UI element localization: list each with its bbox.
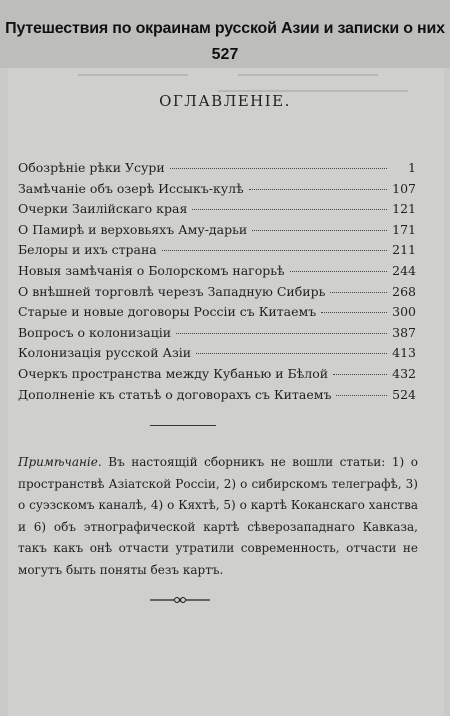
toc-entry xyxy=(18,284,416,305)
toc-entry xyxy=(18,201,416,222)
page-number: 527 xyxy=(211,46,239,63)
toc-dot-leader xyxy=(170,168,387,169)
toc-entry xyxy=(18,181,416,202)
toc-entry-page: 1 xyxy=(408,160,416,175)
footnote-label: Примѣчаніе. xyxy=(18,455,102,469)
toc-entry xyxy=(18,387,416,408)
toc-entry-title: Старые и новые договоры Россіи съ Китаемъ xyxy=(18,304,317,320)
toc-entry-title: Белоры и ихъ страна xyxy=(18,242,157,258)
toc-heading: ОГЛАВЛЕНІЕ. xyxy=(159,92,291,110)
footnote-text: Въ настоящій сборникъ не вошли статьи: 1) о пространствѣ Азіатской Россіи, 2) о сибирскомъ телеграфѣ, 3) о суэзскомъ каналѣ, 4) о Кяхтѣ, 5) о картѣ Коканскаго ханства и 6) объ этнографической картѣ сѣверозападнаго Кавказа, такъ какъ онѣ отчасти утратили современность, отчасти не могутъ быть поняты безъ картъ. xyxy=(18,455,418,577)
header-bar xyxy=(0,0,450,68)
toc-dot-leader xyxy=(252,230,387,231)
toc-dot-leader xyxy=(162,250,387,251)
toc-entry-title: Очеркъ пространства между Кубанью и Бѣлой xyxy=(18,365,329,381)
toc-entry-title: Колонизація русской Азіи xyxy=(18,345,192,361)
toc-entry-page: 432 xyxy=(392,365,416,381)
toc-entry xyxy=(18,325,416,346)
toc-entry xyxy=(18,263,416,284)
toc-dot-leader xyxy=(176,333,387,334)
toc-dot-leader xyxy=(321,312,387,313)
toc-entry-page: 121 xyxy=(392,201,416,217)
toc-entry xyxy=(18,366,416,387)
toc-dot-leader xyxy=(336,395,387,396)
toc-dot-leader xyxy=(196,353,387,354)
toc-entry-title: Замѣчаніе объ озерѣ Иссыкъ-кулѣ xyxy=(18,180,244,196)
footnote xyxy=(18,452,418,581)
toc-entry-page: 244 xyxy=(392,262,416,278)
toc-entry-page: 171 xyxy=(392,221,416,237)
table-of-contents xyxy=(18,160,416,407)
toc-entry-page: 107 xyxy=(392,180,416,196)
toc-entry-title: Новыя замѣчанія о Болорскомъ нагорьѣ xyxy=(18,262,285,278)
toc-entry-title: Вопросъ о колонизаціи xyxy=(18,324,172,340)
section-divider xyxy=(150,425,216,426)
toc-entry-title: О внѣшней торговлѣ черезъ Западную Сибирь xyxy=(18,283,326,299)
toc-entry-title: Обозрѣніе рѣки Усури xyxy=(18,160,165,175)
toc-dot-leader xyxy=(249,189,387,190)
toc-entry-page: 413 xyxy=(392,345,416,361)
toc-entry xyxy=(18,222,416,243)
toc-dot-leader xyxy=(290,271,387,272)
toc-entry-title: О Памирѣ и верховьяхъ Аму-дарьи xyxy=(18,221,248,237)
toc-entry-page: 268 xyxy=(392,283,416,299)
toc-dot-leader xyxy=(330,292,387,293)
header-title: Путешествия по окраинам русской Азии и записки о них xyxy=(5,20,445,37)
toc-entry-page: 387 xyxy=(392,324,416,340)
toc-entry xyxy=(18,345,416,366)
toc-entry xyxy=(18,160,416,181)
ornament-icon xyxy=(150,594,210,606)
toc-dot-leader xyxy=(333,374,387,375)
toc-entry-title: Дополненіе къ статьѣ о договорахъ съ Китаемъ xyxy=(18,386,332,402)
toc-entry-page: 524 xyxy=(392,386,416,402)
toc-dot-leader xyxy=(192,209,387,210)
bleed-through-mark xyxy=(238,74,378,76)
toc-entry-title: Очерки Заилійскаго края xyxy=(18,201,188,217)
bleed-through-mark xyxy=(78,74,188,76)
toc-entry xyxy=(18,242,416,263)
toc-entry-page: 300 xyxy=(392,304,416,320)
toc-entry-page: 211 xyxy=(392,242,416,258)
toc-entry xyxy=(18,304,416,325)
